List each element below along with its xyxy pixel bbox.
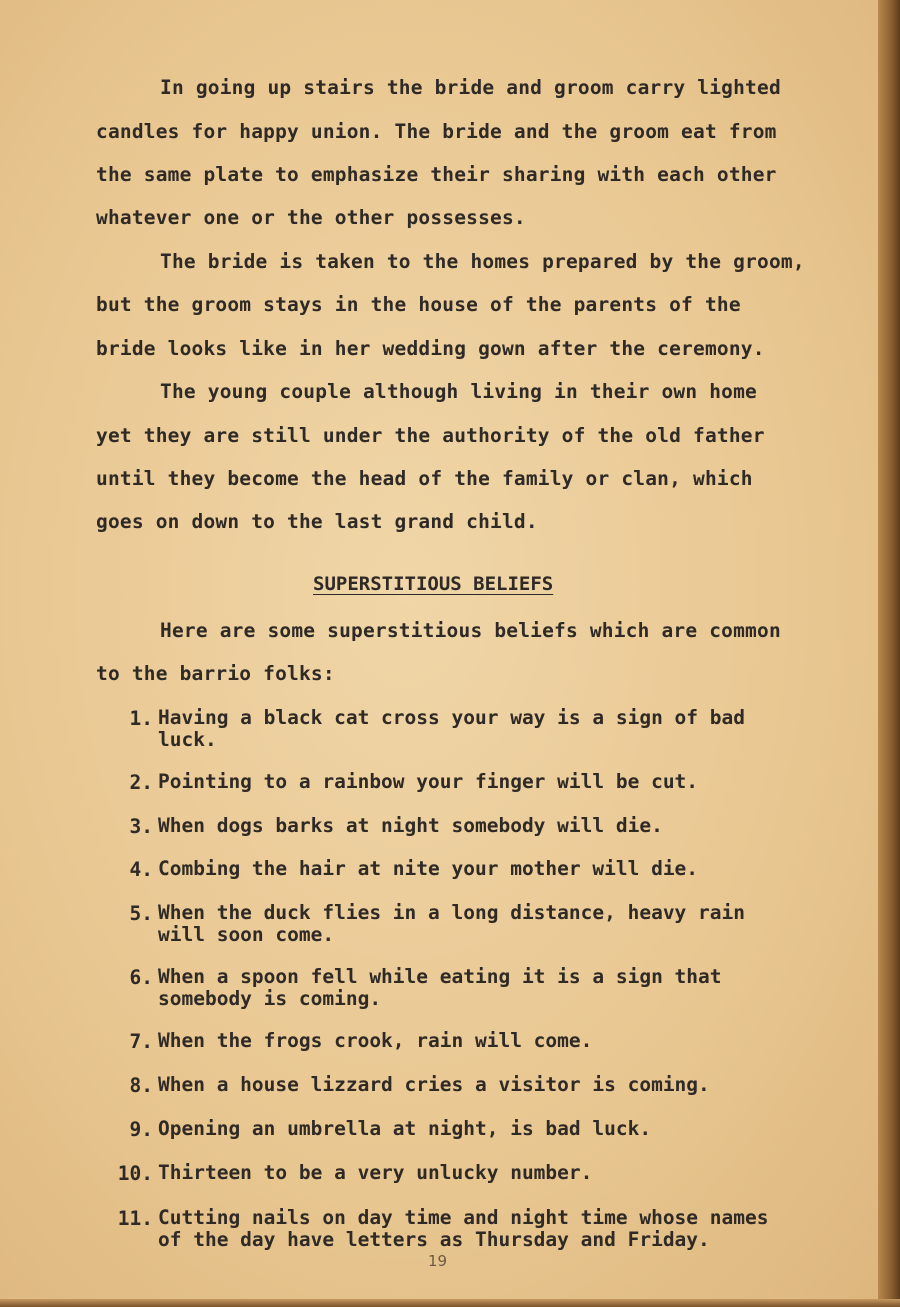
list-item-number: 9. — [129, 1118, 153, 1141]
list-item-number: 1. — [129, 707, 153, 730]
paragraph-1-line-1: In going up stairs the bride and groom carry lighted — [160, 76, 781, 99]
list-item-number: 2. — [129, 771, 153, 794]
list-item-number: 5. — [129, 902, 153, 925]
list-item-line: When a spoon fell while eating it is a sign that — [158, 965, 722, 988]
list-item-text — [158, 707, 848, 751]
list-item-text: When dogs barks at night somebody will die. — [158, 814, 663, 837]
list-item-number: 10. — [117, 1162, 153, 1185]
section-intro-line-2: to the barrio folks: — [96, 662, 335, 685]
binding-edge — [878, 0, 900, 1307]
paragraph-2-line-2: but the groom stays in the house of the parents of the — [96, 293, 741, 316]
list-item-line: When the duck flies in a long distance, heavy rain — [158, 901, 745, 924]
list-item-line: luck. — [158, 728, 217, 751]
list-item-number: 8. — [129, 1074, 153, 1097]
list-item-number: 11. — [117, 1207, 153, 1230]
list-item-text: Combing the hair at nite your mother will die. — [158, 857, 699, 880]
list-item-line: somebody is coming. — [158, 987, 382, 1010]
list-item-text — [158, 902, 848, 946]
list-item-text: When a house lizzard cries a visitor is coming. — [158, 1073, 710, 1096]
list-item-line: will soon come. — [158, 923, 335, 946]
list-item-number: 6. — [129, 966, 153, 989]
list-item-number: 3. — [129, 815, 153, 838]
list-item-text: Opening an umbrella at night, is bad luck. — [158, 1117, 652, 1140]
list-item-text — [158, 966, 848, 1010]
list-item-line: Having a black cat cross your way is a sign of bad — [158, 706, 745, 729]
page-number: 19 — [428, 1252, 448, 1270]
paragraph-3-line-4: goes on down to the last grand child. — [96, 510, 538, 533]
paragraph-2-line-1: The bride is taken to the homes prepared by the groom, — [160, 250, 805, 273]
list-item-number: 7. — [129, 1030, 153, 1053]
list-item-text: Pointing to a rainbow your finger will be cut. — [158, 770, 699, 793]
paragraph-1-line-3: the same plate to emphasize their sharing with each other — [96, 163, 777, 186]
list-item-text — [158, 1207, 848, 1251]
list-item-line: Cutting nails on day time and night time whose names — [158, 1206, 769, 1229]
list-item-line: of the day have letters as Thursday and Friday. — [158, 1228, 710, 1251]
page-bottom-edge — [0, 1299, 900, 1307]
paragraph-2-line-3: bride looks like in her wedding gown after the ceremony. — [96, 337, 765, 360]
paragraph-3-line-2: yet they are still under the authority of the old father — [96, 424, 765, 447]
paragraph-3-line-1: The young couple although living in their own home — [160, 380, 757, 403]
list-item-number: 4. — [129, 858, 153, 881]
section-intro-line-1: Here are some superstitious beliefs which are common — [160, 619, 781, 642]
section-heading: SUPERSTITIOUS BELIEFS — [313, 573, 554, 595]
list-item-text: When the frogs crook, rain will come. — [158, 1029, 593, 1052]
paragraph-3-line-3: until they become the head of the family or clan, which — [96, 467, 753, 490]
paragraph-1-line-4: whatever one or the other possesses. — [96, 206, 526, 229]
paragraph-1-line-2: candles for happy union. The bride and the groom eat from — [96, 120, 777, 143]
list-item-text: Thirteen to be a very unlucky number. — [158, 1161, 593, 1184]
